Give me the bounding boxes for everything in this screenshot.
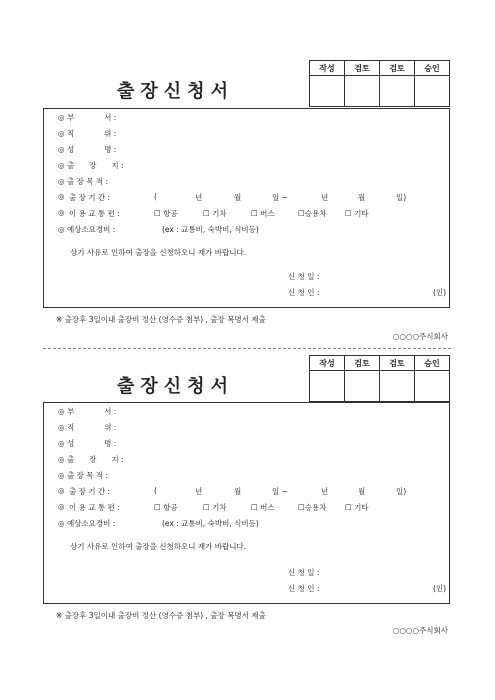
field-name[interactable]: ◎ 성 명 : xyxy=(58,145,117,154)
field-position[interactable]: ◎ 직 위 : xyxy=(58,129,117,138)
seal-mark: (인) xyxy=(433,584,447,593)
checkbox-train[interactable]: ☐ 기차 xyxy=(203,503,227,512)
checkbox-air[interactable]: ☐ 항공 xyxy=(154,209,178,218)
checkbox-other[interactable]: ☐ 기타 xyxy=(345,209,369,218)
field-destination[interactable]: ◎ 출 장 지 : xyxy=(58,455,124,464)
checkbox-other[interactable]: ☐ 기타 xyxy=(345,503,369,512)
approval-cell-review-1[interactable] xyxy=(345,76,380,107)
form-body: ◎ 부 서 : ◎ 직 위 : ◎ 성 명 : ◎ 출 장 지 : ◎ 출 장 목 적 : ◎ 출 장 기 간 : ( 년 월 일 ~ 년 월 일) ◎ 이 용 교 통 편 : ☐ 항공 ☐ 기차 ☐ 버스 ☐승용차 ☐ 기타 ◎ 예상소요경비 : (ex : 교통비, 숙박비, 식비등) 상기 사유로 인하여 출장을 신청하오니 재가 바랍니다. 신 청 일 : 신 청 인 : (인) xyxy=(43,402,450,604)
approval-header-review-2: 검토 xyxy=(380,61,415,76)
footnote: ※ 출장후 3일이내 출장비 정산 (영수증 첨부) , 출장 복명서 제출 xyxy=(56,611,266,620)
checkbox-train[interactable]: ☐ 기차 xyxy=(203,209,227,218)
approval-cell-writer[interactable] xyxy=(310,371,345,402)
approval-cell-review-2[interactable] xyxy=(380,371,415,402)
approval-header-writer: 작성 xyxy=(310,356,345,371)
checkbox-air[interactable]: ☐ 항공 xyxy=(154,503,178,512)
approval-cell-approve[interactable] xyxy=(415,371,450,402)
field-purpose[interactable]: ◎ 출 장 목 적 : xyxy=(58,177,108,186)
checkbox-bus[interactable]: ☐ 버스 xyxy=(251,209,275,218)
checkbox-bus[interactable]: ☐ 버스 xyxy=(251,503,275,512)
applicant-label: 신 청 인 : xyxy=(288,288,320,297)
footnote: ※ 출장후 3일이내 출장비 정산 (영수증 첨부) , 출장 복명서 제출 xyxy=(56,315,266,324)
approval-cell-review-1[interactable] xyxy=(345,371,380,402)
apply-date-label: 신 청 일 : xyxy=(288,568,320,577)
field-destination[interactable]: ◎ 출 장 지 : xyxy=(58,161,124,170)
company-name: ○○○○주식회사 xyxy=(392,626,448,635)
field-purpose[interactable]: ◎ 출 장 목 적 : xyxy=(58,471,108,480)
checkbox-car[interactable]: ☐승용차 xyxy=(298,209,327,218)
checkbox-car[interactable]: ☐승용차 xyxy=(298,503,327,512)
approval-header-approve: 승인 xyxy=(415,61,450,76)
field-department[interactable]: ◎ 부 서 : xyxy=(58,407,117,416)
field-expense[interactable]: ◎ 예상소요경비 : (ex : 교통비, 숙박비, 식비등) xyxy=(58,225,259,234)
seal-mark: (인) xyxy=(433,288,447,297)
approval-cell-approve[interactable] xyxy=(415,76,450,107)
field-department[interactable]: ◎ 부 서 : xyxy=(58,113,117,122)
approval-header-review-1: 검토 xyxy=(345,61,380,76)
approval-header-approve: 승인 xyxy=(415,356,450,371)
form-title: 출장신청서 xyxy=(117,81,234,102)
form-body: ◎ 부 서 : ◎ 직 위 : ◎ 성 명 : ◎ 출 장 지 : ◎ 출 장 목 적 : ◎ 출 장 기 간 : ( 년 월 일 ~ 년 월 일) ◎ 이 용 교 통 편 : ☐ 항공 ☐ 기차 ☐ 버스 ☐승용차 ☐ 기타 ◎ 예상소요경비 : (ex : 교통비, 숙박비, 식비등) 상기 사유로 인하여 출장을 신청하오니 재가 바랍니다. 신 청 일 : 신 청 인 : (인) xyxy=(43,108,450,308)
approval-header-review-1: 검토 xyxy=(345,356,380,371)
approval-header-writer: 작성 xyxy=(310,61,345,76)
approval-cell-review-2[interactable] xyxy=(380,76,415,107)
request-notice: 상기 사유로 인하여 출장을 신청하오니 재가 바랍니다. xyxy=(70,542,247,551)
approval-table xyxy=(309,355,450,402)
field-expense[interactable]: ◎ 예상소요경비 : (ex : 교통비, 숙박비, 식비등) xyxy=(58,519,259,528)
approval-cell-writer[interactable] xyxy=(310,76,345,107)
approval-table xyxy=(309,60,450,107)
cut-line xyxy=(43,348,451,349)
approval-header-review-2: 검토 xyxy=(380,356,415,371)
request-notice: 상기 사유로 인하여 출장을 신청하오니 재가 바랍니다. xyxy=(70,248,247,257)
field-name[interactable]: ◎ 성 명 : xyxy=(58,439,117,448)
apply-date-label: 신 청 일 : xyxy=(288,272,320,281)
company-name: ○○○○주식회사 xyxy=(392,332,448,341)
applicant-label: 신 청 인 : xyxy=(288,584,320,593)
field-position[interactable]: ◎ 직 위 : xyxy=(58,423,117,432)
form-title: 출장신청서 xyxy=(117,376,234,397)
